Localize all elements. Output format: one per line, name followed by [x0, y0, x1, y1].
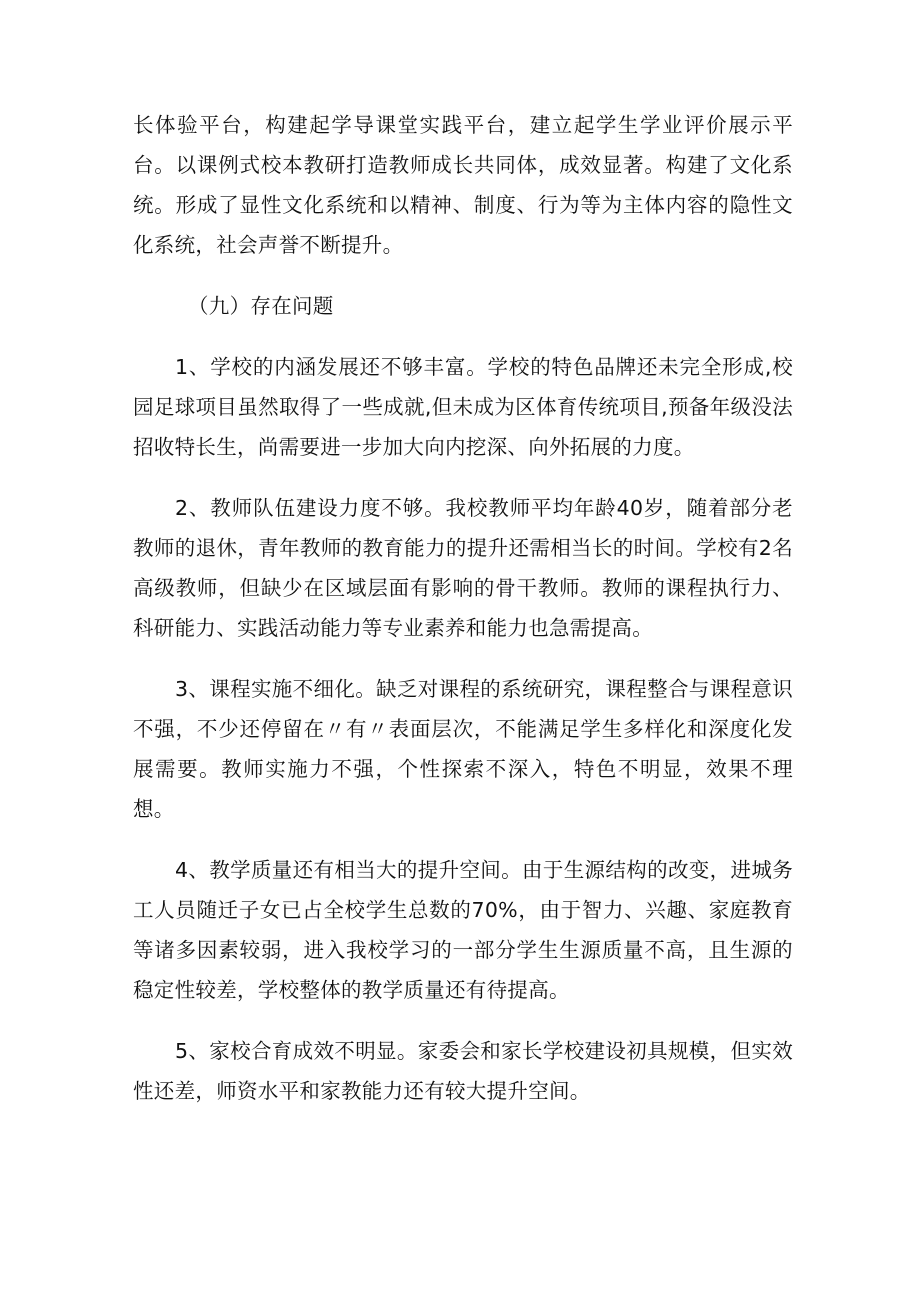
paragraph-item-1: 1、学校的内涵发展还不够丰富。学校的特色品牌还未完全形成,校园足球项目虽然取得了一些成就,但未成为区体育传统项目,预备年级没法招收特长生，尚需要进一步加大向内挖深、向外拓展的力度。 [133, 355, 793, 459]
paragraph-item-4: 4、教学质量还有相当大的提升空间。由于生源结构的改变，进城务工人员随迁子女已占全校学生总数的70%，由于智力、兴趣、家庭教育等诸多因素较弱，进入我校学习的一部分学生生源质量不高，且生源的稳定性较差，学校整体的教学质量还有待提高。 [133, 858, 793, 1002]
paragraph-item-3: 3、课程实施不细化。缺乏对课程的系统研究，课程整合与课程意识不强，不少还停留在〃有〃表面层次，不能满足学生多样化和深度化发展需要。教师实施力不强，个性探索不深入，特色不明显，效果不理想。 [133, 677, 793, 821]
section-heading-problems: （九）存在问题 [188, 294, 334, 318]
paragraph-item-5: 5、家校合育成效不明显。家委会和家长学校建设初具规模，但实效性还差，师资水平和家教能力还有较大提升空间。 [133, 1039, 793, 1103]
paragraph-item-2: 2、教师队伍建设力度不够。我校教师平均年龄40岁，随着部分老教师的退休，青年教师的教育能力的提升还需相当长的时间。学校有2名高级教师，但缺少在区域层面有影响的骨干教师。教师的课程执行力、科研能力、实践活动能力等专业素养和能力也急需提高。 [133, 496, 793, 640]
paragraph-continuation: 长体验平台，构建起学导课堂实践平台，建立起学生学业评价展示平台。以课例式校本教研打造教师成长共同体，成效显著。构建了文化系统。形成了显性文化系统和以精神、制度、行为等为主体内容的隐性文化系统，社会声誉不断提升。 [133, 113, 793, 257]
document-body [133, 105, 793, 1132]
